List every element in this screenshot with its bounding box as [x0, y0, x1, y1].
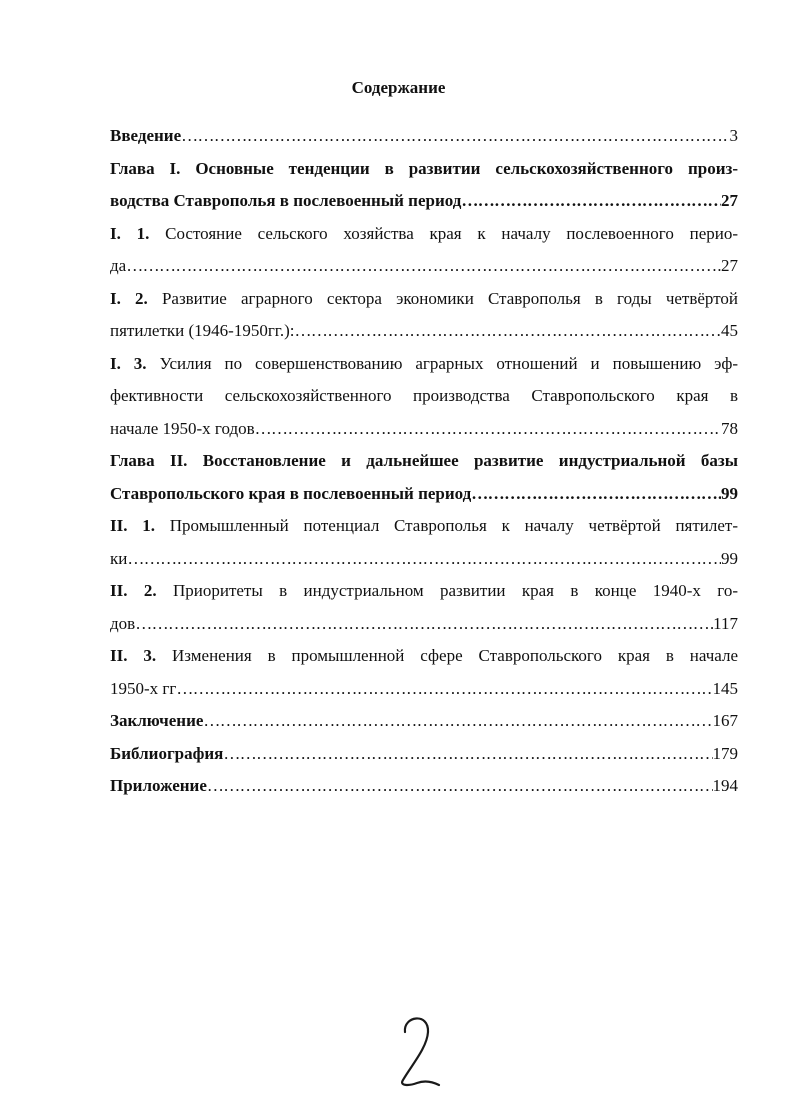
- toc-chapter-1-line1[interactable]: Глава I. Основные тенденции в развитии сельскохозяйственного произ-: [110, 158, 738, 178]
- handwritten-page-number: [395, 1010, 445, 1090]
- toc-label: Изменения в промышленной сфере Ставропольского края в начале: [172, 646, 738, 665]
- leader-dots: [135, 608, 713, 641]
- toc-page: 45: [721, 321, 738, 340]
- toc-entry-appendix[interactable]: [110, 770, 738, 803]
- toc-label: Заключение: [110, 711, 204, 730]
- toc-label: Развитие аграрного сектора экономики Ставрополья в годы четвёртой: [161, 288, 738, 308]
- toc-section-2-3[interactable]: [110, 673, 738, 706]
- leader-dots: [181, 120, 729, 153]
- toc-section-1-3-line2[interactable]: фективности сельскохозяйственного производства Ставропольского края в: [110, 386, 738, 405]
- toc-label: Введение: [110, 126, 182, 145]
- toc-section-1-3-line1[interactable]: [110, 348, 738, 381]
- toc-label: да: [110, 256, 127, 275]
- toc-label: Библиография: [110, 743, 224, 763]
- toc-label: ки: [110, 548, 128, 568]
- toc-chapter-1[interactable]: [110, 185, 738, 218]
- toc-label: Промышленный потенциал Ставрополья к началу четвёртой пятилет-: [169, 516, 738, 535]
- toc-page: 179: [712, 743, 738, 763]
- toc-section-2-3-line1[interactable]: [110, 640, 738, 673]
- section-number: I. 2.: [110, 288, 148, 308]
- toc-label: начале 1950-х годов: [110, 418, 255, 438]
- section-number: I. 1.: [110, 223, 150, 243]
- leader-dots: [207, 770, 713, 803]
- leader-dots: [126, 250, 721, 283]
- leader-dots: [176, 673, 712, 706]
- toc-label: дов: [110, 613, 136, 633]
- toc-label: Приоритеты в индустриальном развитии края в конце 1940-х го-: [172, 581, 738, 600]
- toc-page: 99: [721, 483, 738, 503]
- toc-entry-intro[interactable]: [110, 120, 738, 153]
- toc-entry-bibliography[interactable]: [110, 738, 738, 771]
- leader-dots: [471, 478, 721, 511]
- toc-section-2-2[interactable]: [110, 608, 738, 641]
- page-title: Содержание: [351, 78, 446, 97]
- toc-label: водства Ставрополья в послевоенный период: [110, 191, 462, 210]
- leader-dots: [461, 185, 721, 218]
- toc-entry-conclusion[interactable]: [110, 705, 738, 738]
- toc-label: Усилия по совершенствованию аграрных отношений и повышению эф-: [159, 353, 738, 373]
- toc-page: 27: [721, 191, 738, 210]
- toc-page: 167: [712, 711, 738, 730]
- toc-page: 3: [729, 126, 738, 145]
- toc-label: Состояние сельского хозяйства края к началу послевоенного перио-: [165, 223, 738, 243]
- toc-page: 99: [721, 548, 738, 568]
- section-number: II. 1.: [110, 516, 155, 535]
- section-number: I. 3.: [110, 353, 147, 373]
- toc-chapter-2[interactable]: [110, 478, 738, 511]
- toc-label: Ставропольского края в послевоенный период: [110, 483, 472, 503]
- leader-dots: [223, 738, 712, 771]
- toc-chapter-2-line1[interactable]: Глава II. Восстановление и дальнейшее развитие индустриальной базы: [110, 451, 738, 470]
- toc-section-2-2-line1[interactable]: [110, 575, 738, 608]
- leader-dots: [295, 315, 722, 348]
- leader-dots: [203, 705, 712, 738]
- toc-section-1-2-line1[interactable]: [110, 283, 738, 316]
- toc-page: 78: [721, 418, 738, 438]
- toc-page: 194: [712, 776, 738, 795]
- toc-label: пятилетки (1946-1950гг.):: [110, 321, 295, 340]
- toc-page: 27: [721, 256, 738, 275]
- toc-section-2-1-line1[interactable]: [110, 510, 738, 543]
- toc-page: 145: [712, 678, 738, 698]
- toc-section-1-3[interactable]: [110, 413, 738, 446]
- leader-dots: [127, 543, 721, 576]
- leader-dots: [255, 413, 721, 446]
- toc-label: Приложение: [110, 776, 207, 795]
- section-number: II. 3.: [110, 646, 157, 665]
- toc-section-1-1-line1[interactable]: [110, 218, 738, 251]
- section-number: II. 2.: [110, 581, 157, 600]
- toc-section-2-1[interactable]: [110, 543, 738, 576]
- table-of-contents: [110, 120, 738, 803]
- toc-section-1-1[interactable]: [110, 250, 738, 283]
- toc-page: 117: [713, 613, 738, 633]
- toc-label: 1950-х гг: [110, 678, 177, 698]
- toc-section-1-2[interactable]: [110, 315, 738, 348]
